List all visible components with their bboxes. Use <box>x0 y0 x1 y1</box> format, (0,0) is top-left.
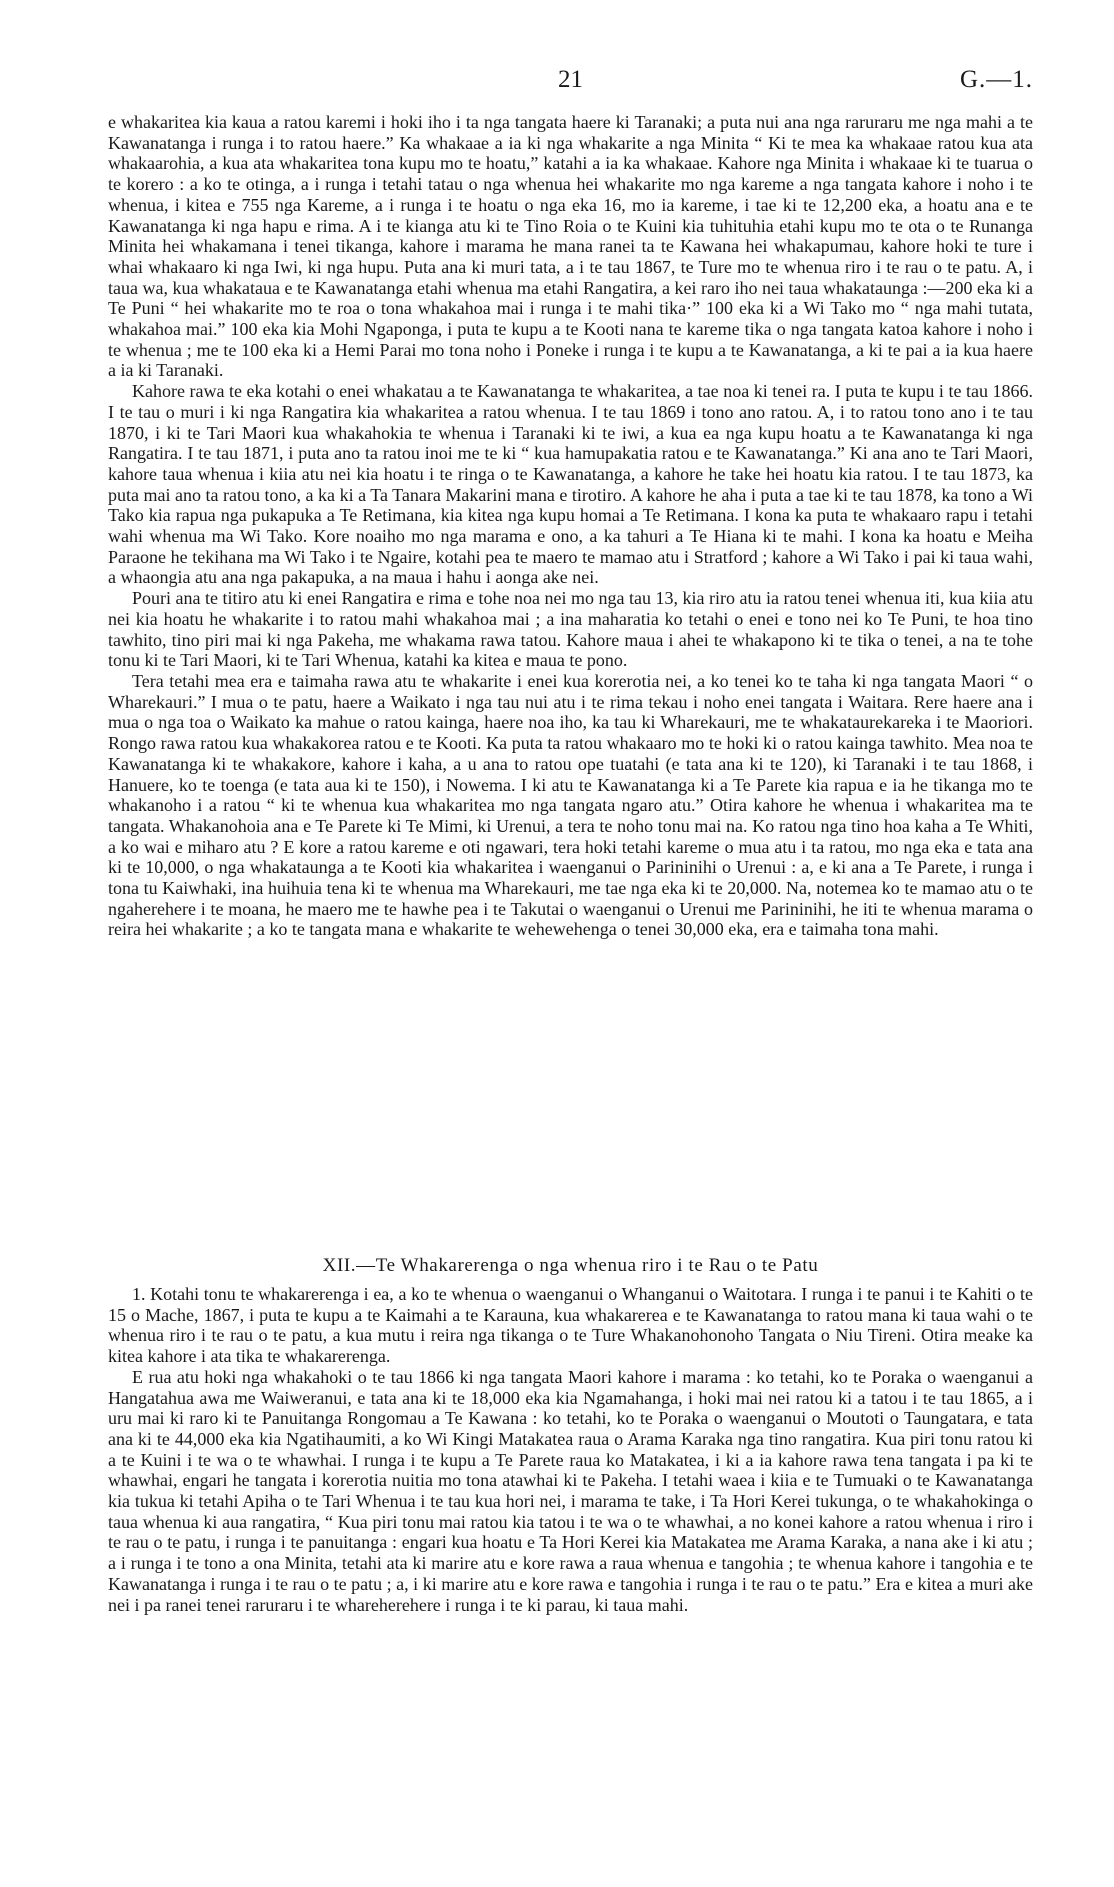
page-number: 21 <box>558 66 583 93</box>
document-reference: G.—1. <box>959 66 1033 93</box>
body-text-bottom <box>108 1284 1033 1615</box>
paragraph: E rua atu hoki nga whakahoki o te tau 1866 ki nga tangata Maori kahore i marama : ko tetahi, ko te Poraka o waenganui a Hangatahua awa me Waiweranui, e tata ana ki te 18,000 eka kia Ngamahanga, i hoki mai nei ratou ki a tatou i te tau 1865, a i uru mai ki raro ki te Panuitanga Rongomau a Te Kawana : ko tetahi, ko te Poraka o waenganui o Moutoti o Taungatara, e tata ana ki te 44,000 eka kia Ngatihaumiti, a ko Wi Kingi Matakatea raua o Arama Karaka nga tino rangatira. Kua piri tonu ratou ki a te Kuini i te wa o te whawhai. I runga i te kupu a Te Parete raua ko Matakatea, i ki a ia kahore rawa tena tangata i pa ki te whawhai, engari he tangata i korerotia nuitia mo tona atawhai ki te Pakeha. I tetahi waea i kiia e te Tumuaki o te Kawanatanga kia tukua ki tetahi Apiha o te Tari Whenua i te tau kua hori nei, i marama te take, i Ta Hori Kerei tukunga, o te whakahokinga o taua whenua ki aua rangatira, “ Kua piri tonu mai ratou kia tatou i te wa o te whawhai, a no konei kahore a ratou whenua i riro i te rau o te patu, i runga i te panuitanga : engari kua hoatu e Ta Hori Kerei kia Matakatea me Arama Karaka, a nana ake i ki atu ; a i runga i te tono a ona Minita, tetahi ata ki marire atu e kore rawa a raua whenua e tangohia ; te whenua kahore i tangohia e te Kawanatanga i runga i te rau o te patu ; a, i ki marire atu e kore rawa e tangohia i runga i te rau o te patu.” Era e kitea a muri ake nei i pa ranei tenei raruraru i te whareherehere i runga i te ki parau, ki taua mahi. <box>108 1366 1033 1615</box>
paragraph: 1. Kotahi tonu te whakarerenga i ea, a ko te whenua o waenganui o Whanganui o Waitotara. I runga i te panui i te Kahiti o te 15 o Mache, 1867, i puta te kupu a te Kaimahi a te Karauna, kua whakarerea e te Kawanatanga to ratou mana ki taua wahi o te whenua riro i te rau o te patu, a kua mutu i reira nga tikanga o te Ture Whakanohonoho Tangata o Niu Tireni. Otira meake ka kitea kahore i ata tika te whakarerenga. <box>108 1284 1033 1367</box>
section-heading: XII.—Te Whakarerenga o nga whenua riro i te Rau o te Patu <box>322 1255 819 1276</box>
paragraph: Pouri ana te titiro atu ki enei Rangatira e rima e tohe noa nei mo nga tau 13, kia riro atu ia ratou tenei whenua iti, kua kiia atu nei kia hoatu he whakarite i to ratou mahi whakahoa mai ; a ina maharatia ko tetahi o enei e tono nei ko Te Puni, te hoa tino tawhito, tino piri mai ki nga Pakeha, me whakama rawa tatou. Kahore maua i ahei te whakapono ki te tika o tenei, a na te tohe tonu ki te Tari Maori, ki te Tari Whenua, katahi ka kitea e maua te pono. <box>108 588 1033 671</box>
body-text-top <box>108 112 1033 940</box>
paragraph: Kahore rawa te eka kotahi o enei whakatau a te Kawanatanga te whakaritea, a tae noa ki tenei ra. I puta te kupu i te tau 1866. I te tau o muri i ki nga Rangatira kia whakaritea a ratou whenua. I te tau 1869 i tono ano ratou. A, i to ratou tono ano i te tau 1870, i ki te Tari Maori kua whakahokia te whenua i Taranaki ki te iwi, a kua ea nga kupu hoatu a te Kawanatanga ki nga Rangatira. I te tau 1871, i puta ano ta ratou inoi me te ki “ kua hamupakatia ratou e te Kawanatanga.” Ki ana ano te Tari Maori, kahore taua whenua i kiia atu nei kia hoatu i te ringa o te Kawanatanga, a kahore he take hei hoatu kia ratou. I te tau 1873, ka puta mai ano ta ratou tono, a ka ki a Ta Tanara Makarini mana e tirotiro. A kahore he aha i puta a tae ki te tau 1878, ka tono a Wi Tako kia rapua nga pukapuka a Te Retimana, kia kitea nga kupu homai a Te Retimana. I kona ka puta te whakaaro rapu i tetahi wahi whenua ma Wi Tako. Kore noaiho mo nga marama e ono, a ka tahuri a Te Hiana ki te mahi. I kona ka hoatu e Meiha Paraone he tekihana ma Wi Tako i te Ngaire, kotahi pea te maero te mamao atu i Stratford ; kahore a Wi Tako i pai ki taua wahi, a whaongia atu ana nga pakapuka, a na maua i hahu i aonga ake nei. <box>108 381 1033 588</box>
page-header <box>108 66 1033 98</box>
paragraph: Tera tetahi mea era e taimaha rawa atu te whakarite i enei kua korerotia nei, a ko tenei ko te taha ki nga tangata Maori “ o Wharekauri.” I mua o te patu, haere a Waikato i nga tau nui atu i te rima tekau i noho enei tangata i Waitara. Rere haere ana i mua o nga toa o Waikato ka mahue o ratou kainga, haere noa iho, ka tau ki Wharekauri, me te whakataurekareka i te Maoriori. Rongo rawa ratou kua whakakorea ratou e te Kooti. Ka puta ta ratou whakaaro mo te hoki ki o ratou kainga tawhito. Mea noa te Kawanatanga ki te whakakore, kahore i kaha, a u ana to ratou ope tuatahi (e tata ana ki te 120), ki Taranaki i te tau 1868, i Hanuere, ko te toenga (e tata aua ki te 150), i Nowema. I ki atu te Kawanatanga ki a Te Parete kia rapua e ia he tikanga mo te whakanoho i a ratou “ ki te whenua kua whakaritea mo nga tangata ngaro atu.” Otira kahore he whenua i whakaritea ma te tangata. Whakanohoia ana e Te Parete ki Te Mimi, ki Urenui, a tera te noho tonu mai na. Ko ratou nga tino hoa kaha a Te Whiti, a ko wai e miharo atu ? E kore a ratou kareme e oti ngawari, tera hoki tetahi kareme o mua atu i ta ratou, mo nga eka e tata ana ki te 10,000, o nga whakataunga a te Kooti kia whakaritea i waenganui o Parininihi o Urenui : a, e ki ana a Te Parete, i runga i tona tu Kaiwhaki, ina huihuia tena ki te whenua ma Wharekauri, me tae nga eka ki te 20,000. Na, notemea ko te mamao atu o te ngaherehere i te moana, he maero me te hawhe pea i te Takutai o waenganui o Urenui me Parininihi, he iti te whenua marama o reira hei whakarite ; a ko te tangata mana e whakarite te wehewehenga o tenei 30,000 eka, era e taimaha tona mahi. <box>108 670 1033 940</box>
paragraph: e whakaritea kia kaua a ratou karemi i hoki iho i ta nga tangata haere ki Taranaki; a puta nui ana nga raruraru me nga mahi a te Kawanatanga i runga i to ratou haere.” Ka whakaae a ia ki nga whakarite a nga Minita “ Ki te mea ka whakaae ratou kua ata whakaarohia, a kua ata whakaritea tona kupu mo te hoatu,” katahi a ia ka whakaae. Kahore nga Minita i whakaae ki te tuarua o te korero : a ko te otinga, a i runga i tetahi tatau o nga whenua hei whakarite mo nga kareme a nga tangata kahore i noho i te whenua, i kitea e 755 nga Kareme, a i runga i te hoatu o nga eka 16, mo ia kareme, i tae ki te 12,200 eka, a hoatu ana e te Kawanatanga ki nga hapu e rima. A i te kianga atu ki te Tino Roia o te Kuini kia tuhituhia etahi kupu mo te ota o te Runanga Minita hei whakamana i tenei tikanga, kahore i marama he mana ranei ta te Kawana hei whakapumau, kahore hoki te ture i whai whakaaro ki nga Iwi, ki nga hupu. Puta ana ki muri tata, a i te tau 1867, te Ture mo te whenua riro i te rau o te patu. A, i taua wa, kua whakataua e te Kawanatanga etahi whenua ma etahi Rangatira, a kei raro iho nei taua whakataunga :—200 eka ki a Te Puni “ hei whakarite mo te roa o tona whakahoa mai i runga i te mahi tika·” 100 eka ki a Wi Tako mo “ nga mahi tutata, whakahoa mai.” 100 eka kia Mohi Ngaponga, i puta te kupu a te Kooti nana te kareme tika o nga tangata katoa kahore i noho i te whenua ; me te 100 eka ki a Hemi Parai mo tona noho i Poneke i runga i te kupu a te Kawanatanga, a ki te pai a ia kua haere a ia ki Taranaki. <box>108 112 1033 381</box>
